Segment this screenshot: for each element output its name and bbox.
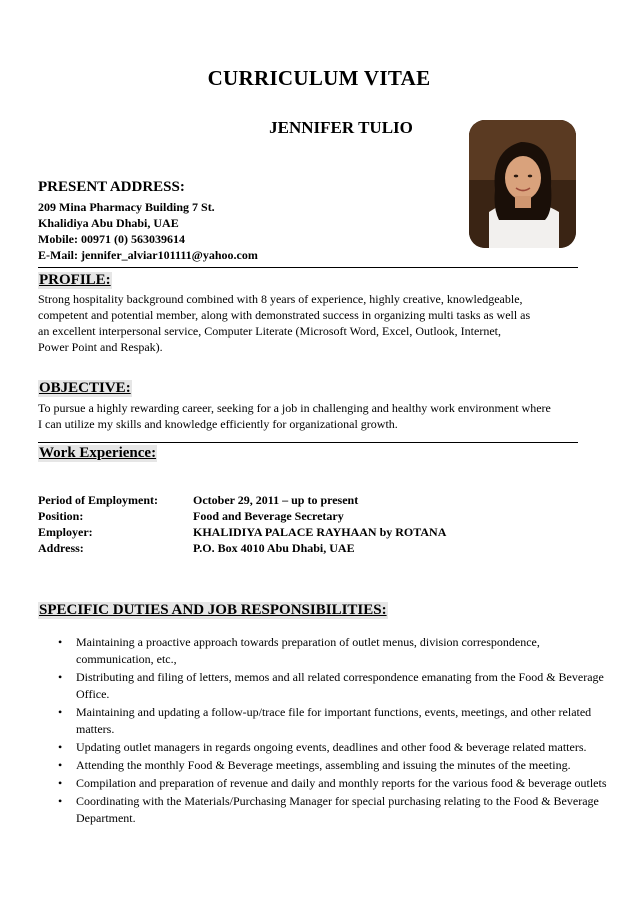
- duties-heading: SPECIFIC DUTIES AND JOB RESPONSIBILITIES:: [39, 602, 387, 618]
- objective-text: [38, 400, 618, 432]
- duty-text: Compilation and preparation of revenue and daily and monthly reports for the various food & beverage outlets: [76, 776, 607, 790]
- work-value: Food and Beverage Secretary: [193, 509, 344, 523]
- bullet: •: [58, 794, 63, 808]
- objective-line: I can utilize my skills and knowledge efficiently for organizational growth.: [38, 417, 398, 431]
- candidate-name: JENNIFER TULIO: [269, 118, 413, 137]
- duties-list: [38, 634, 618, 828]
- list-item: [38, 775, 618, 792]
- bullet: •: [58, 670, 63, 684]
- address-line: 209 Mina Pharmacy Building 7 St.: [38, 200, 215, 214]
- present-address-heading: PRESENT ADDRESS:: [38, 179, 185, 195]
- work-row-employer: [38, 524, 446, 540]
- mobile-line: Mobile: 00971 (0) 563039614: [38, 232, 185, 246]
- duty-text: Maintaining a proactive approach towards preparation of outlet menus, division correspondence, communication, etc.,: [76, 635, 540, 666]
- work-details: [38, 492, 446, 556]
- list-item: [38, 634, 618, 668]
- work-label: Employer:: [38, 525, 93, 539]
- email-line: E-Mail: jennifer_alviar101111@yahoo.com: [38, 248, 258, 262]
- profile-heading: PROFILE:: [39, 272, 111, 288]
- duty-text: Updating outlet managers in regards ongoing events, deadlines and other food & beverage related matters.: [76, 740, 587, 754]
- profile-photo-image: [469, 120, 576, 248]
- duty-text: Attending the monthly Food & Beverage meetings, assembling and issuing the minutes of the meeting.: [76, 758, 571, 772]
- work-label: Position:: [38, 509, 84, 523]
- list-item: [38, 739, 618, 756]
- profile-text: [38, 291, 598, 355]
- bullet: •: [58, 635, 63, 649]
- bullet: •: [58, 776, 63, 790]
- list-item: [38, 669, 618, 703]
- work-value: KHALIDIYA PALACE RAYHAAN by ROTANA: [193, 525, 447, 539]
- duty-text: Maintaining and updating a follow-up/trace file for important functions, events, meetings, and other related matters.: [76, 705, 592, 736]
- bullet: •: [58, 705, 63, 719]
- divider: [38, 267, 578, 268]
- profile-line: Power Point and Respak).: [38, 340, 163, 354]
- work-label: Address:: [38, 541, 84, 555]
- work-row-address: [38, 540, 446, 556]
- work-value: October 29, 2011 – up to present: [193, 493, 359, 507]
- profile-line: competent and potential member, along with demonstrated success in organizing multi tasks as well as: [38, 308, 531, 322]
- profile-line: Strong hospitality background combined with 8 years of experience, highly creative, knowledgeable,: [38, 292, 523, 306]
- objective-heading: OBJECTIVE:: [39, 380, 131, 396]
- work-value: P.O. Box 4010 Abu Dhabi, UAE: [193, 541, 355, 555]
- work-row-period: [38, 492, 446, 508]
- address-block: [38, 199, 258, 263]
- objective-line: To pursue a highly rewarding career, seeking for a job in challenging and healthy work environment where: [38, 401, 551, 415]
- list-item: [38, 757, 618, 774]
- work-row-position: [38, 508, 446, 524]
- duty-text: Coordinating with the Materials/Purchasing Manager for special purchasing relating to the Food & Beverage Department.: [76, 794, 599, 825]
- bullet: •: [58, 758, 63, 772]
- address-line: Khalidiya Abu Dhabi, UAE: [38, 216, 179, 230]
- list-item: [38, 704, 618, 738]
- work-label: Period of Employment:: [38, 493, 158, 507]
- profile-line: an excellent interpersonal service, Computer Literate (Microsoft Word, Excel, Outlook, Internet,: [38, 324, 501, 338]
- document-title: CURRICULUM VITAE: [207, 66, 431, 90]
- divider: [38, 442, 578, 443]
- duty-text: Distributing and filing of letters, memos and all related correspondence emanating from the Food & Beverage Office.: [76, 670, 604, 701]
- profile-photo: [469, 120, 576, 248]
- bullet: •: [58, 740, 63, 754]
- list-item: [38, 793, 618, 827]
- work-experience-heading: Work Experience:: [39, 445, 157, 461]
